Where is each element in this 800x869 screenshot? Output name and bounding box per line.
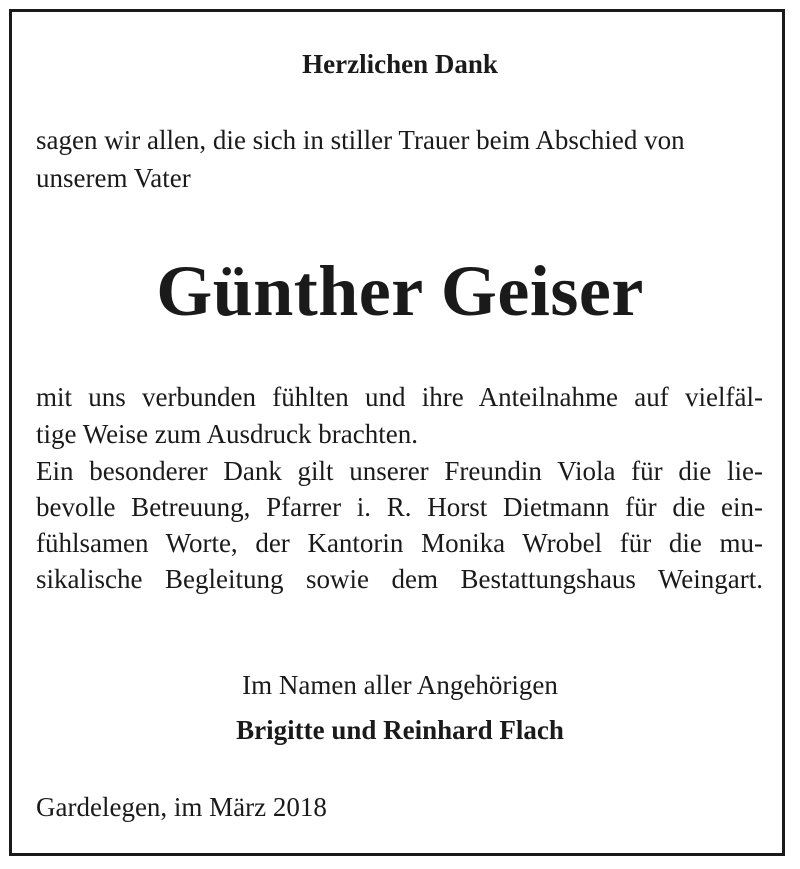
signature-line: Im Namen aller Angehörigen <box>242 670 558 700</box>
signature-names: Brigitte und Reinhard Flach <box>236 715 564 745</box>
intro-line: unserem Vater <box>36 163 191 193</box>
body-line: mit uns verbunden fühlten und ihre Anteilnahme auf vielfäl- <box>36 382 763 412</box>
body-line: tige Weise zum Ausdruck brachten. <box>36 419 418 449</box>
place-date: Gardelegen, im März 2018 <box>36 792 327 822</box>
body-line: fühlsamen Worte, der Kantorin Monika Wrobel für die mu- <box>36 528 763 558</box>
deceased-name: Günther Geiser <box>156 251 644 331</box>
body-line: bevolle Betreuung, Pfarrer i. R. Horst Dietmann für die ein- <box>36 492 763 522</box>
body-line: Ein besonderer Dank gilt unserer Freundin Viola für die lie- <box>36 456 763 486</box>
intro-line: sagen wir allen, die sich in stiller Trauer beim Abschied von <box>36 125 685 155</box>
body-line: sikalische Begleitung sowie dem Bestattungshaus Weingart. <box>36 564 763 594</box>
notice-heading: Herzlichen Dank <box>302 49 498 79</box>
